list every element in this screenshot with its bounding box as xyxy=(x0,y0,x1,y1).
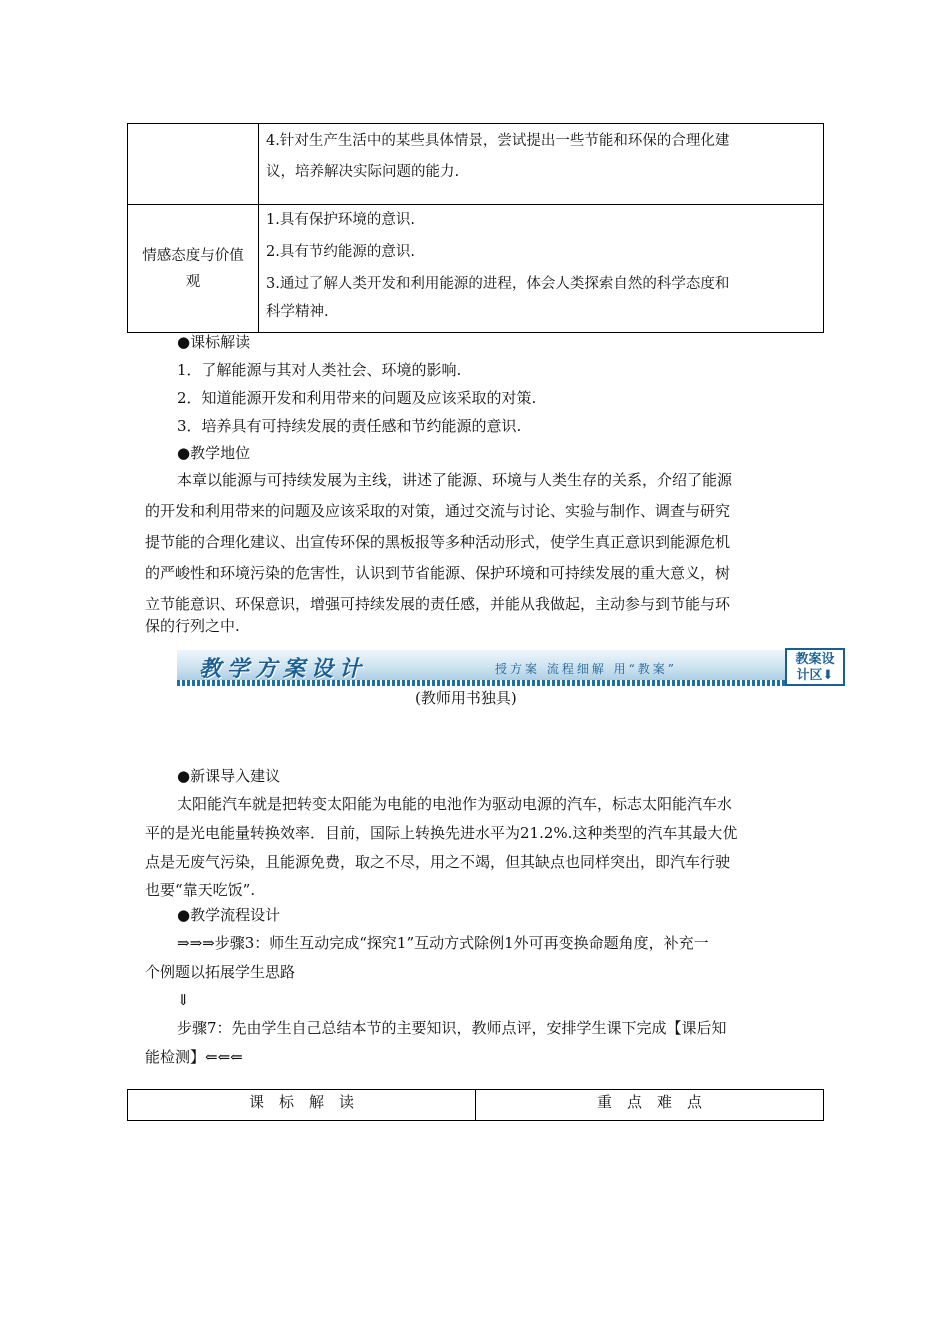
flow-step7-line: 能检测】⇐⇐⇐ xyxy=(145,1048,243,1066)
curriculum-item: 3．培养具有可持续发展的责任感和节约能源的意识. xyxy=(177,417,522,435)
intro-line: 点是无废气污染，且能源免费，取之不尽，用之不竭，但其缺点也同样突出，即汽车行驶 xyxy=(145,853,731,871)
badge-line: 计区⬇ xyxy=(796,668,834,683)
emotion-attitude-line: 2.具有节约能源的意识. xyxy=(266,244,415,260)
column-key-difficult-points: 重 点 难 点 xyxy=(476,1090,824,1121)
badge-line: 教案设 xyxy=(795,652,835,667)
teaching-status-line: 的严峻性和环境污染的危害性，认识到节省能源、保护环境和可持续发展的重大意义，树 xyxy=(145,564,731,582)
objectives-table xyxy=(127,123,824,333)
flow-step3-line: 个例题以拓展学生思路 xyxy=(145,963,296,981)
objectives-row1-line: 4.针对生产生活中的某些具体情景，尝试提出一些节能和环保的合理化建 xyxy=(266,133,730,149)
flow-down-arrow: ⇓ xyxy=(177,991,190,1009)
curriculum-item: 2．知道能源开发和利用带来的问题及应该采取的对策. xyxy=(177,389,537,407)
flow-step3-line: ⇒⇒⇒步骤3：师生互动完成“探究1”互动方式除例1外可再变换命题角度，补充一 xyxy=(177,934,709,952)
teaching-status-line: 保的行列之中. xyxy=(145,617,240,635)
intro-line: 太阳能汽车就是把转变太阳能为电能的电池作为驱动电源的汽车，标志太阳能汽车水 xyxy=(177,795,733,813)
teaching-status-line: 本章以能源与可持续发展为主线，讲述了能源、环境与人类生存的关系，介绍了能源 xyxy=(177,471,733,489)
teaching-status-line: 的开发和利用带来的问题及应该采取的对策，通过交流与讨论、实验与制作、调查与研究 xyxy=(145,502,731,520)
emotion-attitude-line: 1.具有保护环境的意识. xyxy=(266,212,415,228)
teaching-status-heading: ●教学地位 xyxy=(177,444,251,462)
teaching-status-line: 立节能意识、环保意识，增强可持续发展的责任感，并能从我做起，主动参与到节能与环 xyxy=(145,595,731,613)
teaching-status-line: 提节能的合理化建议、出宣传环保的黑板报等多种活动形式，使学生真正意识到能源危机 xyxy=(145,533,731,551)
emotion-attitude-line: 3.通过了解人类开发和利用能源的进程，体会人类探索自然的科学态度和 xyxy=(266,276,730,292)
column-curriculum-interpretation: 课 标 解 读 xyxy=(128,1090,476,1121)
objectives-row1-label xyxy=(128,124,259,205)
flow-heading: ●教学流程设计 xyxy=(177,906,281,924)
flow-step7-line: 步骤7：先由学生自己总结本节的主要知识，教师点评，安排学生课下完成【课后知 xyxy=(177,1019,727,1037)
objectives-row1-line: 议，培养解决实际问题的能力. xyxy=(266,164,460,180)
intro-heading: ●新课导入建议 xyxy=(177,767,281,785)
emotion-attitude-content xyxy=(259,205,824,333)
emotion-attitude-label-line: 观 xyxy=(185,273,201,290)
emotion-attitude-label xyxy=(128,205,259,333)
objectives-row1-content xyxy=(259,124,824,205)
teaching-plan-banner xyxy=(177,646,847,688)
key-points-table xyxy=(127,1089,824,1121)
curriculum-item: 1．了解能源与其对人类社会、环境的影响. xyxy=(177,361,462,379)
emotion-attitude-line: 科学精神. xyxy=(266,304,329,320)
curriculum-heading: ●课标解读 xyxy=(177,333,251,351)
banner-subtitle: 授方案 流程细解 用“教案” xyxy=(495,662,677,676)
banner-title: 教学方案设计 xyxy=(199,656,368,682)
intro-line: 也要“靠天吃饭”. xyxy=(145,881,256,899)
teacher-only-note: (教师用书独具) xyxy=(415,689,517,707)
intro-line: 平的是光电能量转换效率．目前，国际上转换先进水平为21.2%.这种类型的汽车其最大优 xyxy=(145,824,738,842)
banner-design-area-badge xyxy=(785,648,845,686)
emotion-attitude-label-line: 情感态度与价值 xyxy=(142,247,244,264)
